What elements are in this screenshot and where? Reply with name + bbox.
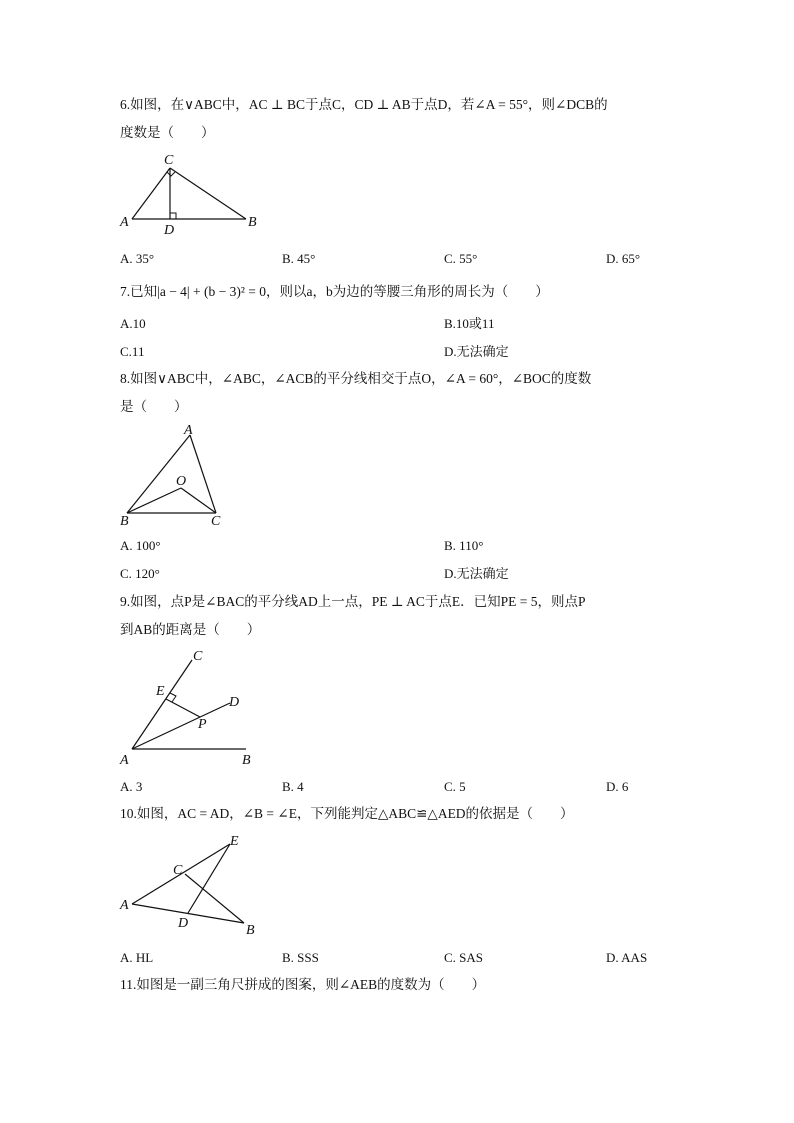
q10-option-b[interactable]: B. SSS: [282, 950, 319, 965]
q8-option-c[interactable]: C. 120°: [120, 566, 160, 581]
q9-option-b[interactable]: B. 4: [282, 779, 304, 794]
q10-label-A: A: [120, 898, 129, 913]
q9-figure: [118, 648, 258, 768]
q10-option-a[interactable]: A. HL: [120, 950, 154, 965]
q7-option-a[interactable]: A.10: [120, 316, 146, 331]
q10-label-D: D: [178, 916, 189, 931]
q6-stem-line1: 6.如图，在∨ABC中，AC ⊥ BC于点C，CD ⊥ AB于点D，若∠A = 55°，则∠DCB的: [120, 97, 608, 112]
q7-option-d[interactable]: D.无法确定: [444, 344, 509, 359]
q6-option-b[interactable]: B. 45°: [282, 251, 316, 266]
q6-figure: [118, 150, 268, 238]
q10-label-E: E: [230, 834, 239, 849]
q9-label-P: P: [198, 717, 207, 732]
q6-label-C: C: [164, 153, 174, 168]
q6-stem-line2: 度数是（ ）: [120, 125, 215, 140]
q11-stem-line1: 11.如图是一副三角尺拼成的图案，则∠AEB的度数为（ ）: [120, 977, 486, 992]
q9-option-a[interactable]: A. 3: [120, 779, 143, 794]
q8-option-b[interactable]: B. 110°: [444, 538, 484, 553]
q6-option-d[interactable]: D. 65°: [606, 251, 641, 266]
q8-stem-line2: 是（ ）: [120, 399, 188, 414]
q6-label-A: A: [120, 215, 129, 230]
q7-stem-line1: 7.已知|a − 4| + (b − 3)² = 0，则以a，b为边的等腰三角形的周长为（ ）: [120, 284, 549, 299]
q8-option-a[interactable]: A. 100°: [120, 538, 161, 553]
q8-label-C: C: [211, 514, 221, 529]
q9-label-B: B: [242, 753, 251, 768]
q6-label-D: D: [164, 223, 175, 238]
q6-option-a[interactable]: A. 35°: [120, 251, 155, 266]
q9-label-A: A: [120, 753, 129, 768]
q10-stem-line1: 10.如图，AC = AD，∠B = ∠E，下列能判定△ABC≌△AED的依据是（ ）: [120, 806, 574, 821]
q6-label-B: B: [248, 215, 257, 230]
q6-option-c[interactable]: C. 55°: [444, 251, 478, 266]
q9-stem-line2: 到AB的距离是（ ）: [120, 622, 261, 637]
q7-option-b[interactable]: B.10或11: [444, 316, 495, 331]
q10-label-C: C: [173, 863, 183, 878]
q9-option-c[interactable]: C. 5: [444, 779, 466, 794]
q10-label-B: B: [246, 923, 255, 938]
q10-option-d[interactable]: D. AAS: [606, 950, 648, 965]
q9-stem-line1: 9.如图，点P是∠BAC的平分线AD上一点，PE ⊥ AC于点E．已知PE = 5，则点P: [120, 594, 586, 609]
q8-stem-line1: 8.如图∨ABC中，∠ABC，∠ACB的平分线相交于点O，∠A = 60°，∠BOC的度数: [120, 371, 592, 386]
q7-option-c[interactable]: C.11: [120, 344, 145, 359]
q9-label-D: D: [229, 695, 240, 710]
q8-figure: [118, 423, 233, 528]
q10-figure: [118, 830, 268, 940]
q8-option-d[interactable]: D.无法确定: [444, 566, 509, 581]
q9-option-d[interactable]: D. 6: [606, 779, 629, 794]
q8-label-B: B: [120, 514, 129, 529]
q9-label-C: C: [193, 649, 203, 664]
q10-option-c[interactable]: C. SAS: [444, 950, 484, 965]
q8-label-A: A: [184, 423, 193, 438]
q8-label-O: O: [176, 474, 187, 489]
q9-label-E: E: [156, 684, 165, 699]
